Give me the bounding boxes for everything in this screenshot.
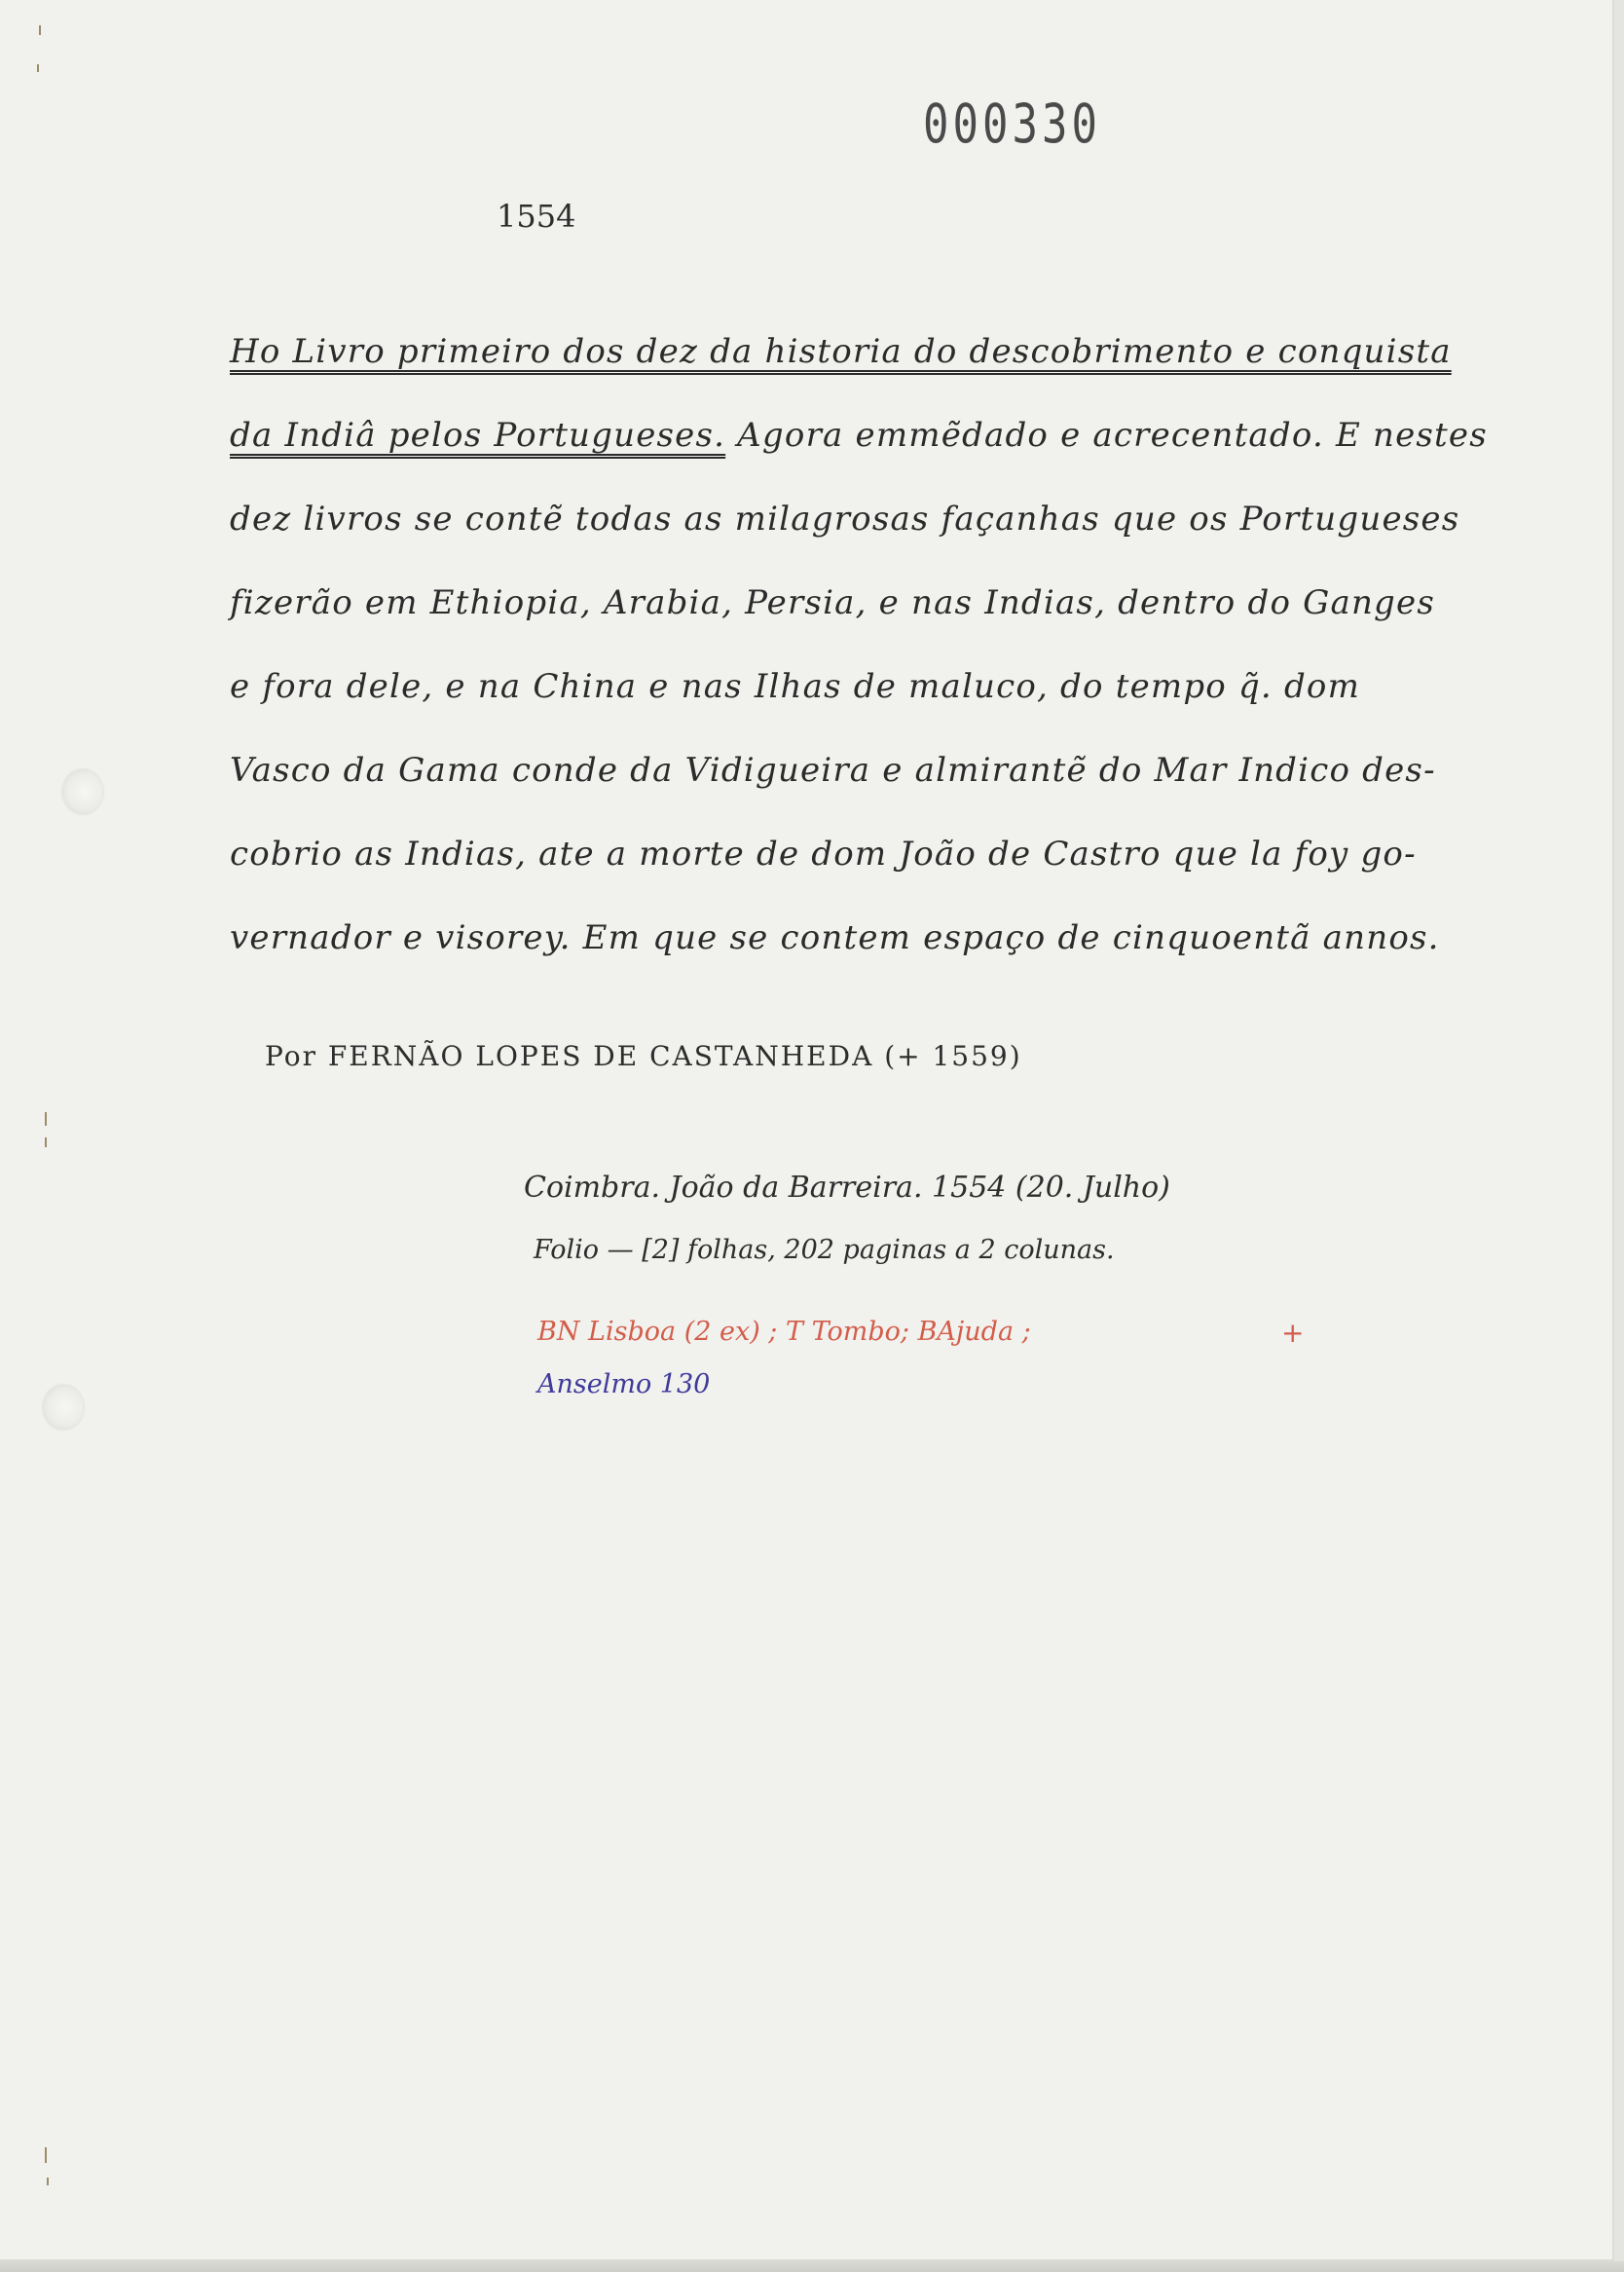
title-line xyxy=(230,321,1452,405)
edge-mark xyxy=(45,2147,47,2163)
imprint-line: Coimbra. João da Barreira. 1554 (20. Julho) xyxy=(524,1171,1170,1205)
author-line: Por FERNÃO LOPES DE CASTANHEDA (+ 1559) xyxy=(265,1040,1022,1072)
reference-line: Anselmo 130 xyxy=(537,1369,711,1399)
title-line xyxy=(230,908,1447,991)
edge-mark xyxy=(45,1137,47,1147)
edge-mark xyxy=(39,25,41,35)
punch-hole xyxy=(43,1385,84,1430)
title-block xyxy=(230,321,1488,991)
title-underlined: da Indiâ pelos Portugueses. xyxy=(230,416,726,455)
edge-mark xyxy=(47,2178,49,2185)
stamp-number: 000330 xyxy=(923,93,1101,156)
title-line xyxy=(230,489,1460,573)
format-line: Folio — [2] folhas, 202 paginas a 2 colunas. xyxy=(534,1235,1115,1265)
title-line xyxy=(230,656,1447,740)
title-line xyxy=(230,573,1447,656)
title-text: fizerão em Ethiopia, Arabia, Persia, e nas Indias, dentro do Ganges xyxy=(230,583,1435,622)
title-line xyxy=(230,824,1447,908)
edge-mark xyxy=(45,1112,47,1126)
title-underlined: Ho Livro primeiro dos dez da historia do descobrimento e conquista xyxy=(230,332,1452,371)
title-text: vernador e visorey. Em que se contem espaço de cinquoentã annos. xyxy=(230,918,1440,957)
punch-hole xyxy=(62,769,103,814)
title-text: Vasco da Gama conde da Vidigueira e almirantẽ do Mar Indico des- xyxy=(230,751,1436,790)
title-text: cobrio as Indias, ate a morte de dom João de Castro que la foy go- xyxy=(230,835,1417,874)
year-heading: 1554 xyxy=(497,198,576,235)
edge-mark xyxy=(37,64,39,72)
title-text: Agora emmẽdado e acrecentado. E nestes xyxy=(725,416,1488,455)
holdings-line: BN Lisboa (2 ex) ; T Tombo; BAjuda ; xyxy=(537,1317,1031,1347)
title-text: dez livros se contẽ todas as milagrosas façanhas que os Portugueses xyxy=(230,500,1460,539)
title-text: e fora dele, e na China e nas Ilhas de maluco, do tempo q̃. dom xyxy=(230,667,1361,706)
page-bottom-edge xyxy=(0,2261,1624,2272)
title-line xyxy=(230,740,1447,824)
title-line xyxy=(230,405,1488,489)
holdings-mark: + xyxy=(1281,1317,1305,1349)
